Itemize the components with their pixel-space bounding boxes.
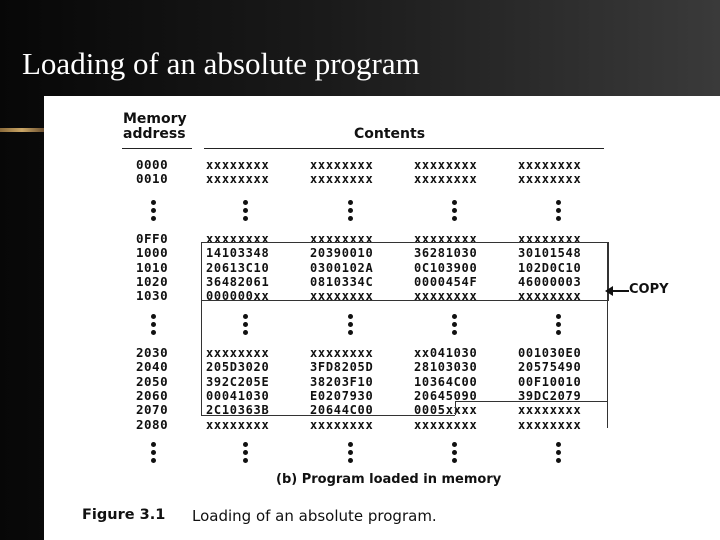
ellipsis-vertical-icon — [452, 442, 458, 466]
contents-header: Contents — [354, 126, 426, 142]
program-outline-step — [455, 401, 456, 415]
copy-label: COPY — [629, 282, 669, 297]
memory-address: 2040 — [136, 359, 169, 375]
memory-cell: 20645090 — [414, 388, 478, 403]
memory-cell: 39DC2079 — [518, 388, 582, 403]
figure-caption: (b) Program loaded in memory — [276, 472, 502, 487]
memory-cell: 0810334C — [310, 274, 374, 289]
ellipsis-vertical-icon — [556, 314, 562, 338]
memory-cell: xxxxxxxx — [310, 172, 374, 187]
arrow-shaft — [611, 290, 629, 292]
memory-cell: 0C103900 — [414, 260, 478, 275]
memory-cell: 3FD8205D — [310, 360, 374, 375]
memory-cell: xxxxxxxx — [414, 417, 478, 432]
memory-cell: 001030E0 — [518, 346, 582, 360]
memory-address: 2080 — [136, 416, 169, 432]
memory-cell: 20644C00 — [310, 403, 374, 418]
memory-cell: xxxxxxxx — [310, 158, 374, 172]
memory-cell: xxxxxxxx — [206, 172, 270, 187]
memory-cell: 00F10010 — [518, 374, 582, 389]
memory-cell: 46000003 — [518, 274, 582, 289]
memory-cell: xxxxxxxx — [206, 158, 270, 172]
memory-cell: xxxxxxxx — [518, 417, 582, 432]
memory-cell: xxxxxxxx — [518, 289, 582, 304]
ellipsis-vertical-icon — [348, 314, 354, 338]
memory-cell: 10364C00 — [414, 374, 478, 389]
memory-address: 2070 — [136, 402, 169, 418]
memory-cell: 36281030 — [414, 246, 478, 261]
memory-cell: xx041030 — [414, 346, 478, 360]
program-outline-bottom-right — [455, 401, 607, 402]
ellipsis-vertical-icon — [556, 442, 562, 466]
memory-address: 0010 — [136, 171, 169, 187]
memory-cell: 36482061 — [206, 274, 270, 289]
memory-address-header: Memory address — [123, 111, 187, 142]
memory-cell: 000000xx — [206, 289, 270, 304]
memory-cell: xxxxxxxx — [414, 232, 478, 246]
memory-cell: xxxxxxxx — [414, 158, 478, 172]
header-underline-contents — [204, 148, 604, 149]
memory-cell: 20613C10 — [206, 260, 270, 275]
ellipsis-vertical-icon — [151, 442, 157, 466]
ellipsis-vertical-icon — [151, 314, 157, 338]
memory-cell: 102D0C10 — [518, 260, 582, 275]
memory-cell: E0207930 — [310, 388, 374, 403]
memory-cell: 20575490 — [518, 360, 582, 375]
memory-address: 2050 — [136, 373, 169, 389]
ellipsis-vertical-icon — [556, 200, 562, 224]
memory-cell: 2C10363B — [206, 403, 270, 418]
figure-scan — [44, 96, 720, 540]
memory-address: 1000 — [136, 245, 169, 261]
program-outline-left — [201, 299, 202, 415]
accent-bar — [0, 128, 44, 132]
memory-address: 1010 — [136, 259, 169, 275]
ellipsis-vertical-icon — [452, 200, 458, 224]
ellipsis-vertical-icon — [348, 442, 354, 466]
memory-cell: xxxxxxxx — [518, 232, 582, 246]
figure-title: Loading of an absolute program. — [192, 507, 437, 525]
memory-cell: 0300102A — [310, 260, 374, 275]
memory-cell: xxxxxxxx — [518, 172, 582, 187]
memory-address: 0FF0 — [136, 231, 169, 246]
memory-cell: xxxxxxxx — [414, 172, 478, 187]
memory-cell: xxxxxxxx — [518, 158, 582, 172]
memory-address: 1030 — [136, 288, 169, 304]
memory-cell: xxxxxxxx — [310, 289, 374, 304]
memory-cell: xxxxxxxx — [206, 417, 270, 432]
memory-cell: 20390010 — [310, 246, 374, 261]
memory-cell: 0000454F — [414, 274, 478, 289]
memory-cell: xxxxxxxx — [518, 403, 582, 418]
program-outline-top — [201, 242, 609, 304]
ellipsis-vertical-icon — [348, 200, 354, 224]
memory-address: 2060 — [136, 387, 169, 403]
memory-cell: 0005xxxx — [414, 403, 478, 418]
ellipsis-vertical-icon — [243, 314, 249, 338]
figure-number: Figure 3.1 — [82, 507, 166, 523]
memory-cell: 38203F10 — [310, 374, 374, 389]
program-outline-right — [607, 242, 608, 428]
memory-address: 2030 — [136, 345, 169, 360]
ellipsis-vertical-icon — [243, 200, 249, 224]
program-outline-bottom-left — [201, 415, 455, 416]
memory-cell: 392C205E — [206, 374, 270, 389]
slide-title: Loading of an absolute program — [22, 46, 420, 81]
ellipsis-vertical-icon — [243, 442, 249, 466]
memory-cell: xxxxxxxx — [310, 417, 374, 432]
memory-address: 0000 — [136, 157, 169, 172]
memory-cell: 00041030 — [206, 388, 270, 403]
memory-cell: xxxxxxxx — [310, 346, 374, 360]
memory-cell: xxxxxxxx — [310, 232, 374, 246]
memory-cell: xxxxxxxx — [206, 232, 270, 246]
memory-cell: 14103348 — [206, 246, 270, 261]
ellipsis-vertical-icon — [452, 314, 458, 338]
memory-cell: 30101548 — [518, 246, 582, 261]
memory-cell: xxxxxxxx — [206, 346, 270, 360]
memory-cell: 28103030 — [414, 360, 478, 375]
memory-cell: xxxxxxxx — [414, 289, 478, 304]
ellipsis-vertical-icon — [151, 200, 157, 224]
memory-cell: 205D3020 — [206, 360, 270, 375]
memory-address: 1020 — [136, 273, 169, 289]
header-underline-address — [122, 148, 192, 149]
